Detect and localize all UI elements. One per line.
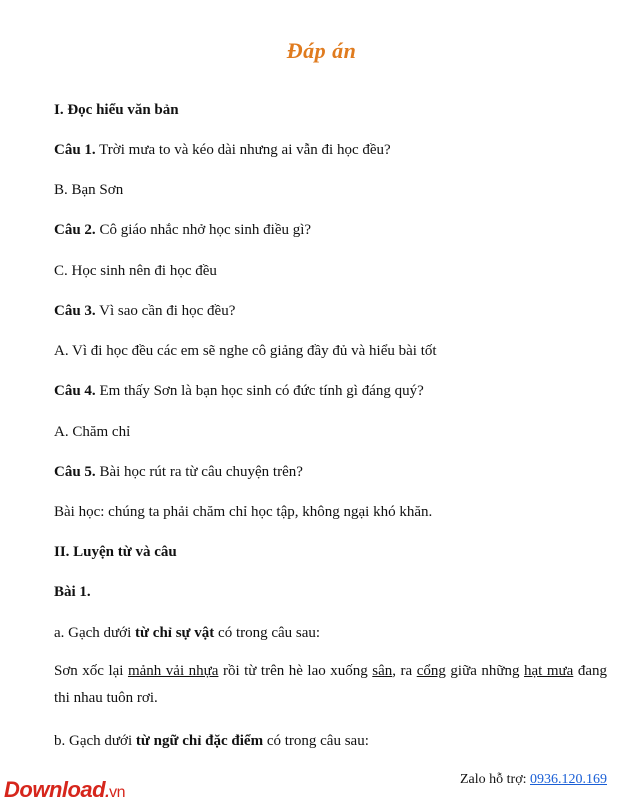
exercise-1a-sentence: Sơn xốc lại mảnh vải nhựa rồi từ trên hè lao xuống sân, ra cổng giữa những hạt mưa đang thi nhau tuôn rơi.	[54, 663, 607, 706]
exercise-1b-instruction: b. Gạch dưới từ ngữ chỉ đặc điểm có trong câu sau:	[54, 733, 369, 749]
answer-3: A. Vì đi học đều các em sẽ nghe cô giảng đầy đủ và hiểu bài tốt	[54, 343, 437, 359]
question-3: Câu 3. Vì sao cần đi học đều?	[54, 303, 236, 319]
answer-4: A. Chăm chỉ	[54, 424, 131, 440]
answer-1: B. Bạn Sơn	[54, 182, 124, 198]
answer-2: C. Học sinh nên đi học đều	[54, 263, 217, 279]
underlined-word: cổng	[416, 663, 446, 679]
underlined-word: sân	[372, 663, 393, 679]
zalo-phone-link[interactable]: 0936.120.169	[530, 772, 607, 787]
exercise-1-heading: Bài 1.	[54, 584, 91, 600]
section-heading-vocabulary: II. Luyện từ và câu	[54, 544, 177, 560]
section-heading-reading: I. Đọc hiểu văn bản	[54, 102, 179, 118]
question-2: Câu 2. Cô giáo nhắc nhở học sinh điều gì?	[54, 222, 312, 238]
exercise-1a-instruction: a. Gạch dưới từ chỉ sự vật có trong câu sau:	[54, 625, 321, 641]
answer-5: Bài học: chúng ta phải chăm chỉ học tập, không ngại khó khăn.	[54, 504, 433, 520]
document-title: Đáp án	[286, 38, 357, 63]
question-5: Câu 5. Bài học rút ra từ câu chuyện trên?	[54, 464, 303, 480]
underlined-word: mảnh vải nhựa	[127, 663, 219, 679]
download-logo[interactable]: Download.vn	[4, 777, 125, 802]
question-1: Câu 1. Trời mưa to và kéo dài nhưng ai vẫn đi học đều?	[54, 142, 391, 158]
underlined-word: hạt mưa	[524, 663, 574, 679]
question-4: Câu 4. Em thấy Sơn là bạn học sinh có đức tính gì đáng quý?	[54, 383, 424, 399]
zalo-support: Zalo hỗ trợ: 0936.120.169	[460, 772, 607, 787]
